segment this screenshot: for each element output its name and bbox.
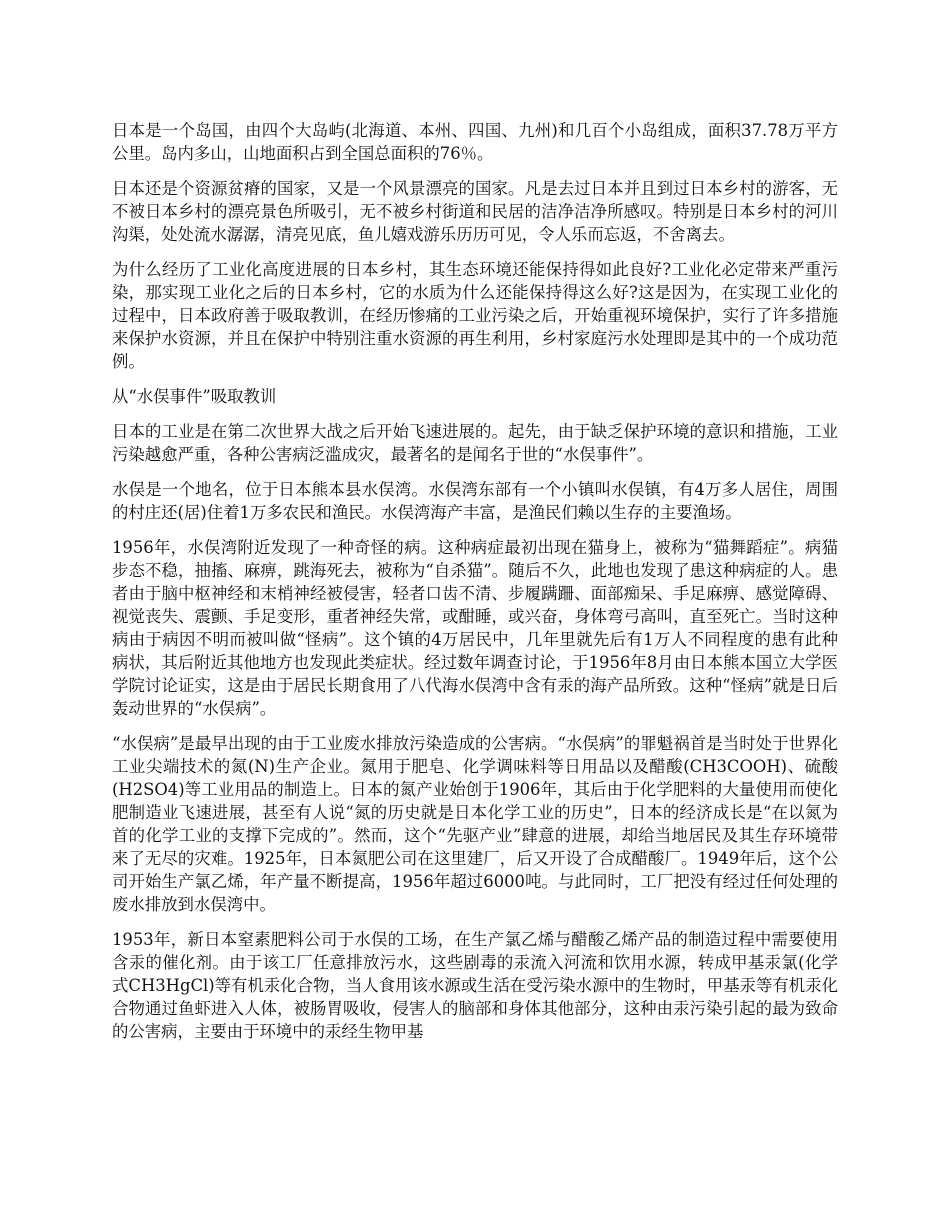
paragraph-rural-scenery: 日本还是个资源贫瘠的国家，又是一个风景漂亮的国家。凡是去过日本并且到过日本乡村的游客，无不被日本乡村的漂亮景色所吸引，无不被乡村街道和民居的洁净洁净所感叹。特别是日本乡村的河川沟渠，处处流水潺潺，清亮见底，鱼儿嬉戏游乐历历可见，令人乐而忘返，不舍离去。 (112, 179, 838, 244)
paragraph-1956-disease: 1956年，水俣湾附近发现了一种奇怪的病。这种病症最初出现在猫身上，被称为“猫舞蹈症”。病猫步态不稳，抽搐、麻痹，跳海死去，被称为“自杀猫”。随后不久，此地也发现了患这种病症的人。患者由于脑中枢神经和末梢神经被侵害，轻者口齿不清、步履蹒跚、面部痴呆、手足麻痹、感觉障碍、视觉丧失、震颤、手足变形，重者神经失常，或酣睡，或兴奋，身体弯弓高叫，直至死亡。当时这种病由于病因不明而被叫做“怪病”。这个镇的4万居民中，几年里就先后有1万人不同程度的患有此种病状，其后附近其他地方也发现此类症状。经过数年调查讨论，于1956年8月由日本熊本国立大学医学院讨论证实，这是由于居民长期食用了八代海水俣湾中含有汞的海产品所致。这种“怪病”就是日后轰动世界的“水俣病”。 (112, 538, 838, 718)
paragraph-postwar-industry: 日本的工业是在第二次世界大战之后开始飞速进展的。起先，由于缺乏保护环境的意识和措施，工业污染越愈严重，各种公害病泛滥成灾，最著名的是闻名于世的“水俣事件”。 (112, 422, 838, 464)
paragraph-nitrogen-industry: “水俣病”是最早出现的由于工业废水排放污染造成的公害病。“水俣病”的罪魁祸首是当时处于世界化工业尖端技术的氮(N)生产企业。氮用于肥皂、化学调味料等日用品以及醋酸(CH3COOH)、硫酸(H2SO4)等工业用品的制造上。日本的氮产业始创于1906年，其后由于化学肥料的大量使用而使化肥制造业飞速进展，甚至有人说“氮的历史就是日本化学工业的历史”，日本的经济成长是“在以氮为首的化学工业的支撑下完成的”。然而，这个“先驱产业”肆意的进展，却给当地居民及其生存环境带来了无尽的灾难。1925年，日本氮肥公司在这里建厂，后又开设了合成醋酸厂。1949年后，这个公司开始生产氯乙烯，年产量不断提高，1956年超过6000吨。与此同时，工厂把没有经过任何处理的废水排放到水俣湾中。 (112, 734, 838, 914)
paragraph-1953-mercury: 1953年，新日本窒素肥料公司于水俣的工场，在生产氯乙烯与醋酸乙烯产品的制造过程中需要使用含汞的催化剂。由于该工厂任意排放污水，这些剧毒的汞流入河流和饮用水源，转成甲基汞氯(化学式CH3HgCl)等有机汞化合物，当人食用该水源或生活在受污染水源中的生物时，甲基汞等有机汞化合物通过鱼虾进入人体，被肠胃吸收，侵害人的脑部和身体其他部分，这种由汞污染引起的最为致命的公害病，主要由于环境中的汞经生物甲基 (112, 930, 838, 1041)
paragraph-why-clean-water: 为什么经历了工业化高度进展的日本乡村，其生态环境还能保持得如此良好?工业化必定带来严重污染，那实现工业化之后的日本乡村，它的水质为什么还能保持得这么好?这是因为，在实现工业化的过程中，日本政府善于吸取教训，在经历惨痛的工业污染之后，开始重视环境保护，实行了许多措施来保护水资源，并且在保护中特别注重水资源的再生利用，乡村家庭污水处理即是其中的一个成功范例。 (112, 260, 838, 371)
paragraph-japan-geography: 日本是一个岛国，由四个大岛屿(北海道、本州、四国、九州)和几百个小岛组成，面积37.78万平方公里。岛内多山，山地面积占到全国总面积的76％。 (112, 121, 838, 163)
section-heading-minamata-lesson: 从“水俣事件”吸取教训 (112, 387, 277, 406)
paragraph-minamata-location: 水俣是一个地名，位于日本熊本县水俣湾。水俣湾东部有一个小镇叫水俣镇，有4万多人居住，周围的村庄还(居)住着1万多农民和渔民。水俣湾海产丰富，是渔民们赖以生存的主要渔场。 (112, 480, 838, 522)
